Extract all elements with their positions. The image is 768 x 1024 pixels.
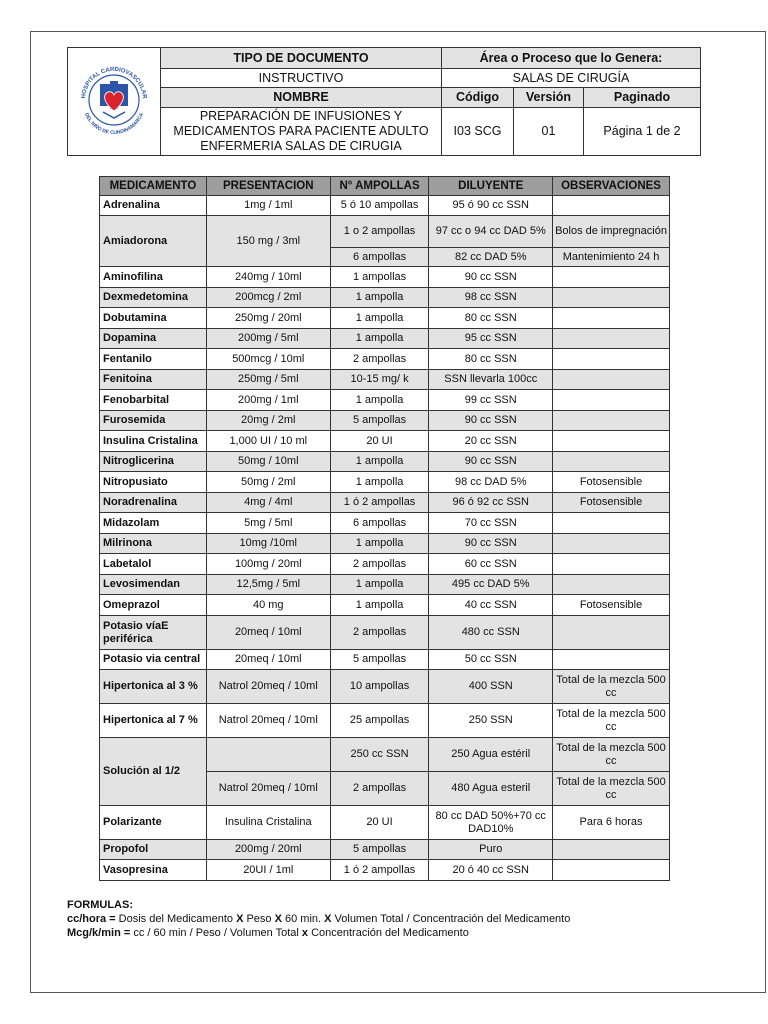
cell-observaciones: Mantenimiento 24 h	[553, 248, 670, 267]
cell-diluyente: 96 ó 92 cc SSN	[429, 493, 553, 513]
cell-diluyente: 400 SSN	[429, 670, 553, 704]
table-row	[100, 860, 670, 881]
table-row	[100, 349, 670, 370]
nombre-line-2: MEDICAMENTOS PARA PACIENTE ADULTO	[173, 124, 429, 138]
cell-diluyente: 250 Agua estéril	[429, 738, 553, 772]
cell-observaciones	[553, 860, 670, 881]
cell-presentacion: 5mg / 5ml	[206, 513, 330, 534]
nombre-line-3: ENFERMERIA SALAS DE CIRUGIA	[200, 139, 402, 153]
cell-observaciones	[553, 452, 670, 472]
cell-ampollas: 25 ampollas	[330, 704, 429, 738]
cell-presentacion: Insulina Cristalina	[206, 806, 330, 840]
cell-ampollas: 1 ampolla	[330, 329, 429, 349]
cell-presentacion: 50mg / 2ml	[206, 472, 330, 493]
table-row	[100, 493, 670, 513]
table-row	[100, 216, 670, 248]
cell-observaciones: Total de la mezcla 500 cc	[553, 738, 670, 772]
table-row	[100, 411, 670, 431]
document-header	[67, 47, 701, 156]
nombre-label: NOMBRE	[161, 88, 442, 108]
col-header-observaciones: OBSERVACIONES	[553, 177, 670, 196]
cell-presentacion: 20UI / 1ml	[206, 860, 330, 881]
cell-observaciones	[553, 267, 670, 288]
cell-observaciones	[553, 513, 670, 534]
table-body-solucion	[100, 738, 670, 806]
table-header-row	[100, 177, 670, 196]
cell-diluyente: 90 cc SSN	[429, 411, 553, 431]
hospital-logo-icon	[75, 55, 153, 145]
table-body-rows-b	[100, 806, 670, 881]
tipo-documento-label: TIPO DE DOCUMENTO	[161, 48, 442, 69]
cell-ampollas: 2 ampollas	[330, 554, 429, 575]
cell-medicamento: Levosimendan	[100, 575, 207, 595]
cell-presentacion: 1,000 UI / 10 ml	[206, 431, 330, 452]
cell-ampollas: 1 ó 2 ampollas	[330, 860, 429, 881]
cell-observaciones: Bolos de impregnación	[553, 216, 670, 248]
table-row	[100, 452, 670, 472]
cell-presentacion: 200mg / 5ml	[206, 329, 330, 349]
table-row	[100, 650, 670, 670]
cell-diluyente: 20 ó 40 cc SSN	[429, 860, 553, 881]
area-proceso-value: SALAS DE CIRUGÍA	[442, 69, 701, 88]
col-header-presentacion: PRESENTACION	[206, 177, 330, 196]
cell-presentacion: 20mg / 2ml	[206, 411, 330, 431]
cell-ampollas: 1 ampolla	[330, 288, 429, 308]
cell-medicamento: Aminofilina	[100, 267, 207, 288]
cell-observaciones	[553, 650, 670, 670]
cell-ampollas: 1 ampolla	[330, 595, 429, 616]
cell-observaciones: Total de la mezcla 500 cc	[553, 670, 670, 704]
formula-cc-hora: cc/hora = Dosis del Medicamento X Peso X 60 min. X Volumen Total / Concentración del Medicamento	[67, 913, 571, 925]
paginado-label: Paginado	[584, 88, 701, 108]
table-row	[100, 267, 670, 288]
formulas-section	[67, 898, 570, 940]
cell-diluyente: 98 cc SSN	[429, 288, 553, 308]
cell-diluyente: 95 ó 90 cc SSN	[429, 196, 553, 216]
cell-diluyente: 90 cc SSN	[429, 534, 553, 554]
cell-observaciones: Total de la mezcla 500 cc	[553, 704, 670, 738]
cell-observaciones	[553, 534, 670, 554]
paginado-value: Página 1 de 2	[584, 108, 701, 156]
cell-observaciones	[553, 411, 670, 431]
cell-presentacion: 200mg / 20ml	[206, 840, 330, 860]
table-row	[100, 390, 670, 411]
cell-observaciones	[553, 554, 670, 575]
cell-diluyente: 82 cc DAD 5%	[429, 248, 553, 267]
cell-presentacion: 10mg /10ml	[206, 534, 330, 554]
cell-medicamento: Fentanilo	[100, 349, 207, 370]
cell-presentacion	[206, 738, 330, 772]
table-row	[100, 534, 670, 554]
cell-observaciones	[553, 390, 670, 411]
cell-medicamento: Vasopresina	[100, 860, 207, 881]
cell-diluyente: 495 cc DAD 5%	[429, 575, 553, 595]
table-row	[100, 554, 670, 575]
cell-presentacion: 20meq / 10ml	[206, 650, 330, 670]
cell-diluyente: 97 cc o 94 cc DAD 5%	[429, 216, 553, 248]
area-proceso-label: Área o Proceso que lo Genera:	[442, 48, 701, 69]
table-row	[100, 431, 670, 452]
cell-diluyente: 480 cc SSN	[429, 616, 553, 650]
version-value: 01	[514, 108, 584, 156]
table-row	[100, 575, 670, 595]
cell-presentacion: 240mg / 10ml	[206, 267, 330, 288]
cell-medicamento: Furosemida	[100, 411, 207, 431]
cell-presentacion: 250mg / 5ml	[206, 370, 330, 390]
cell-ampollas: 2 ampollas	[330, 349, 429, 370]
cell-presentacion: Natrol 20meq / 10ml	[206, 704, 330, 738]
cell-diluyente: 90 cc SSN	[429, 452, 553, 472]
cell-medicamento: Nitropusiato	[100, 472, 207, 493]
codigo-value: I03 SCG	[442, 108, 514, 156]
cell-diluyente: Puro	[429, 840, 553, 860]
cell-medicamento: Noradrenalina	[100, 493, 207, 513]
cell-ampollas: 1 ampolla	[330, 452, 429, 472]
cell-medicamento: Adrenalina	[100, 196, 207, 216]
table-row	[100, 806, 670, 840]
cell-medicamento: Propofol	[100, 840, 207, 860]
cell-presentacion: 200mcg / 2ml	[206, 288, 330, 308]
table-row	[100, 595, 670, 616]
cell-observaciones	[553, 288, 670, 308]
cell-ampollas: 20 UI	[330, 431, 429, 452]
cell-diluyente: 480 Agua esteril	[429, 772, 553, 806]
cell-observaciones: Para 6 horas	[553, 806, 670, 840]
cell-observaciones	[553, 349, 670, 370]
cell-ampollas: 20 UI	[330, 806, 429, 840]
col-header-medicamento: MEDICAMENTO	[100, 177, 207, 196]
cell-diluyente: 90 cc SSN	[429, 267, 553, 288]
cell-ampollas: 5 ampollas	[330, 411, 429, 431]
cell-ampollas: 1 ó 2 ampollas	[330, 493, 429, 513]
cell-diluyente: 250 SSN	[429, 704, 553, 738]
logo-text-top: HOSPITAL CARDIOVASCULAR	[80, 66, 148, 99]
logo-text-bottom: DEL NIÑO DE CUNDINAMARCA	[83, 111, 145, 136]
cell-observaciones	[553, 308, 670, 329]
cell-observaciones	[553, 575, 670, 595]
table-row	[100, 704, 670, 738]
formulas-title: FORMULAS:	[67, 899, 133, 911]
cell-observaciones: Fotosensible	[553, 595, 670, 616]
cell-medicamento: Fenobarbital	[100, 390, 207, 411]
table-row	[100, 616, 670, 650]
cell-observaciones	[553, 616, 670, 650]
cell-diluyente: 80 cc SSN	[429, 349, 553, 370]
cell-diluyente: 95 cc SSN	[429, 329, 553, 349]
col-header-ampollas: N° AMPOLLAS	[330, 177, 429, 196]
cell-diluyente: 50 cc SSN	[429, 650, 553, 670]
cell-medicamento: Labetalol	[100, 554, 207, 575]
cell-medicamento: Dobutamina	[100, 308, 207, 329]
col-header-diluyente: DILUYENTE	[429, 177, 553, 196]
table-row	[100, 472, 670, 493]
cell-ampollas: 1 o 2 ampollas	[330, 216, 429, 248]
cell-diluyente: 40 cc SSN	[429, 595, 553, 616]
cell-medicamento: Potasio via central	[100, 650, 207, 670]
table-body-top	[100, 196, 670, 267]
table-row	[100, 670, 670, 704]
cell-presentacion: Natrol 20meq / 10ml	[206, 772, 330, 806]
cell-observaciones	[553, 196, 670, 216]
cell-diluyente: 20 cc SSN	[429, 431, 553, 452]
cell-presentacion: 20meq / 10ml	[206, 616, 330, 650]
cell-ampollas: 1 ampolla	[330, 575, 429, 595]
table-body-rows-a	[100, 267, 670, 738]
table-row	[100, 288, 670, 308]
cell-ampollas: 1 ampolla	[330, 534, 429, 554]
cell-presentacion: 500mcg / 10ml	[206, 349, 330, 370]
cell-observaciones	[553, 329, 670, 349]
table-row	[100, 513, 670, 534]
cell-presentacion: 4mg / 4ml	[206, 493, 330, 513]
cell-ampollas: 1 ampolla	[330, 308, 429, 329]
cell-presentacion: 200mg / 1ml	[206, 390, 330, 411]
cell-ampollas: 10-15 mg/ k	[330, 370, 429, 390]
table-row	[100, 308, 670, 329]
cell-observaciones	[553, 840, 670, 860]
table-row	[100, 370, 670, 390]
hospital-logo-cell	[68, 48, 161, 156]
cell-diluyente: 99 cc SSN	[429, 390, 553, 411]
cell-diluyente: 70 cc SSN	[429, 513, 553, 534]
cell-observaciones	[553, 370, 670, 390]
cell-ampollas: 10 ampollas	[330, 670, 429, 704]
cell-presentacion: 100mg / 20ml	[206, 554, 330, 575]
cell-ampollas: 5 ampollas	[330, 840, 429, 860]
cell-medicamento: Dopamina	[100, 329, 207, 349]
nombre-value	[161, 108, 442, 156]
cell-diluyente: 80 cc SSN	[429, 308, 553, 329]
table-row	[100, 738, 670, 772]
cell-ampollas: 1 ampollas	[330, 267, 429, 288]
cell-ampollas: 5 ó 10 ampollas	[330, 196, 429, 216]
cell-medicamento: Nitroglicerina	[100, 452, 207, 472]
cell-medicamento: Potasio víaE periférica	[100, 616, 207, 650]
cell-observaciones: Fotosensible	[553, 472, 670, 493]
cell-medicamento: Amiadorona	[100, 216, 207, 267]
cell-presentacion: 250mg / 20ml	[206, 308, 330, 329]
cell-presentacion: 1mg / 1ml	[206, 196, 330, 216]
cell-medicamento: Dexmedetomina	[100, 288, 207, 308]
cell-ampollas: 1 ampolla	[330, 472, 429, 493]
cell-medicamento: Midazolam	[100, 513, 207, 534]
cell-observaciones	[553, 431, 670, 452]
cell-ampollas: 2 ampollas	[330, 616, 429, 650]
cell-medicamento: Insulina Cristalina	[100, 431, 207, 452]
cell-medicamento: Milrinona	[100, 534, 207, 554]
cell-ampollas: 6 ampollas	[330, 248, 429, 267]
cell-presentacion: 50mg / 10ml	[206, 452, 330, 472]
cell-ampollas: 6 ampollas	[330, 513, 429, 534]
cell-presentacion: Natrol 20meq / 10ml	[206, 670, 330, 704]
tipo-documento-value: INSTRUCTIVO	[161, 69, 442, 88]
table-row	[100, 196, 670, 216]
formula-mcg-k-min: Mcg/k/min = cc / 60 min / Peso / Volumen Total x Concentración del Medicamento	[67, 927, 469, 939]
cell-diluyente: SSN llevarla 100cc	[429, 370, 553, 390]
cell-diluyente: 98 cc DAD 5%	[429, 472, 553, 493]
cell-medicamento: Hipertonica al 3 %	[100, 670, 207, 704]
cell-medicamento: Omeprazol	[100, 595, 207, 616]
table-row	[100, 840, 670, 860]
version-label: Versión	[514, 88, 584, 108]
cell-presentacion: 150 mg / 3ml	[206, 216, 330, 267]
codigo-label: Código	[442, 88, 514, 108]
cell-presentacion: 40 mg	[206, 595, 330, 616]
cell-observaciones: Total de la mezcla 500 cc	[553, 772, 670, 806]
nombre-line-1: PREPARACIÓN DE INFUSIONES Y	[199, 109, 403, 123]
cell-presentacion: 12,5mg / 5ml	[206, 575, 330, 595]
table-row	[100, 329, 670, 349]
cell-ampollas: 250 cc SSN	[330, 738, 429, 772]
cell-medicamento: Solución al 1/2	[100, 738, 207, 806]
cell-observaciones: Fotosensible	[553, 493, 670, 513]
cell-ampollas: 5 ampollas	[330, 650, 429, 670]
cell-ampollas: 2 ampollas	[330, 772, 429, 806]
cell-diluyente: 60 cc SSN	[429, 554, 553, 575]
cell-ampollas: 1 ampolla	[330, 390, 429, 411]
cell-medicamento: Polarizante	[100, 806, 207, 840]
cell-medicamento: Hipertonica al 7 %	[100, 704, 207, 738]
medication-table	[99, 176, 670, 881]
cell-medicamento: Fenitoina	[100, 370, 207, 390]
cell-diluyente: 80 cc DAD 50%+70 cc DAD10%	[429, 806, 553, 840]
